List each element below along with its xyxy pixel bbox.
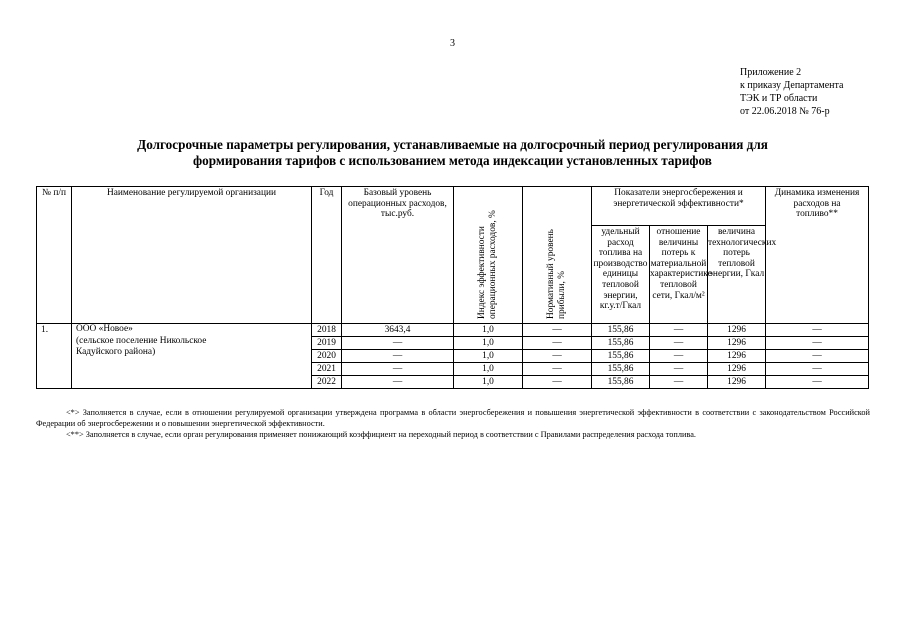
- efficiency-index-cell: 1,0: [454, 350, 523, 363]
- appendix-line-2: к приказу Департамента: [740, 80, 844, 91]
- header-efficiency-index-text: [477, 191, 499, 319]
- appendix-block: [740, 66, 843, 118]
- appendix-line-3: ТЭК и ТР области: [740, 93, 818, 104]
- efficiency-index-cell: 1,0: [454, 337, 523, 350]
- year-cell: 2021: [312, 363, 342, 376]
- specific-fuel-cell: 155,86: [592, 376, 650, 389]
- loss-ratio-cell: —: [650, 324, 708, 337]
- fuel-dynamics-cell: —: [766, 376, 869, 389]
- header-efficiency-index-label: Индекс эффективности операционных расходов, %: [477, 210, 498, 319]
- year-cell: 2020: [312, 350, 342, 363]
- header-base-level: Базовый уровень операционных расходов, тыс.руб.: [342, 187, 454, 324]
- organization-detail: (сельское поселение Никольское Кадуйского района): [76, 335, 207, 357]
- year-cell: 2018: [312, 324, 342, 337]
- organization-cell: [72, 324, 312, 389]
- technological-losses-cell: 1296: [708, 324, 766, 337]
- efficiency-index-cell: 1,0: [454, 376, 523, 389]
- technological-losses-cell: 1296: [708, 337, 766, 350]
- fuel-dynamics-cell: —: [766, 350, 869, 363]
- header-year: Год: [312, 187, 342, 324]
- technological-losses-cell: 1296: [708, 350, 766, 363]
- loss-ratio-cell: —: [650, 376, 708, 389]
- loss-ratio-cell: —: [650, 350, 708, 363]
- header-profit-level-text: [546, 209, 568, 319]
- fuel-dynamics-cell: —: [766, 337, 869, 350]
- profit-level-cell: —: [523, 350, 592, 363]
- specific-fuel-cell: 155,86: [592, 350, 650, 363]
- header-specific-fuel: удельный расход топлива на производство единицы тепловой энергии, кг.у.т/Гкал: [592, 226, 650, 324]
- footnote-1: <*> Заполняется в случае, если в отношении регулируемой организации утверждена программа в области энергосбережения и повышения энергетической эффективности в соответствии с законодательством Российской Федерации об энергосбережении и о повышении энергетической эффективности.: [36, 408, 870, 428]
- header-fuel-dynamics: Динамика изменения расходов на топливо**: [766, 187, 869, 324]
- profit-level-cell: —: [523, 337, 592, 350]
- page-number: 3: [450, 38, 455, 49]
- profit-level-cell: —: [523, 324, 592, 337]
- header-organization: Наименование регулируемой организации: [72, 187, 312, 324]
- regulation-parameters-table: [36, 186, 869, 389]
- specific-fuel-cell: 155,86: [592, 337, 650, 350]
- footnote-2: <**> Заполняется в случае, если орган регулирования применяет понижающий коэффициент на переходный период в соответствии с Правилами распределения расхода топлива.: [66, 430, 696, 439]
- document-title: [60, 137, 845, 169]
- table-row: [37, 324, 869, 337]
- base-level-cell: —: [342, 350, 454, 363]
- base-level-cell: —: [342, 363, 454, 376]
- footnotes: [36, 407, 870, 440]
- base-level-cell: 3643,4: [342, 324, 454, 337]
- loss-ratio-cell: —: [650, 337, 708, 350]
- header-energy-indicators: Показатели энергосбережения и энергетической эффективности*: [592, 187, 766, 226]
- organization-name: ООО «Новое»: [76, 324, 133, 334]
- technological-losses-cell: 1296: [708, 376, 766, 389]
- appendix-line-4: от 22.06.2018 № 76-р: [740, 106, 830, 117]
- fuel-dynamics-cell: —: [766, 363, 869, 376]
- header-profit-level-label: Нормативный уровень прибыли, %: [546, 229, 567, 319]
- efficiency-index-cell: 1,0: [454, 324, 523, 337]
- profit-level-cell: —: [523, 376, 592, 389]
- document-title-line-2: формирования тарифов с использованием метода индексации установленных тарифов: [193, 153, 712, 168]
- fuel-dynamics-cell: —: [766, 324, 869, 337]
- year-cell: 2022: [312, 376, 342, 389]
- base-level-cell: —: [342, 337, 454, 350]
- appendix-line-1: Приложение 2: [740, 67, 802, 78]
- loss-ratio-cell: —: [650, 363, 708, 376]
- row-number: 1.: [37, 324, 72, 389]
- specific-fuel-cell: 155,86: [592, 324, 650, 337]
- header-number: № п/п: [37, 187, 72, 324]
- technological-losses-cell: 1296: [708, 363, 766, 376]
- header-loss-ratio: отношение величины потерь к материальной характеристике тепловой сети, Гкал/м²: [650, 226, 708, 324]
- efficiency-index-cell: 1,0: [454, 363, 523, 376]
- base-level-cell: —: [342, 376, 454, 389]
- year-cell: 2019: [312, 337, 342, 350]
- specific-fuel-cell: 155,86: [592, 363, 650, 376]
- header-technological-losses: величина технологических потерь тепловой энергии, Гкал: [708, 226, 766, 324]
- header-profit-level: [523, 187, 592, 324]
- profit-level-cell: —: [523, 363, 592, 376]
- document-title-line-1: Долгосрочные параметры регулирования, устанавливаемые на долгосрочный период регулирования для: [137, 137, 768, 152]
- header-efficiency-index: [454, 187, 523, 324]
